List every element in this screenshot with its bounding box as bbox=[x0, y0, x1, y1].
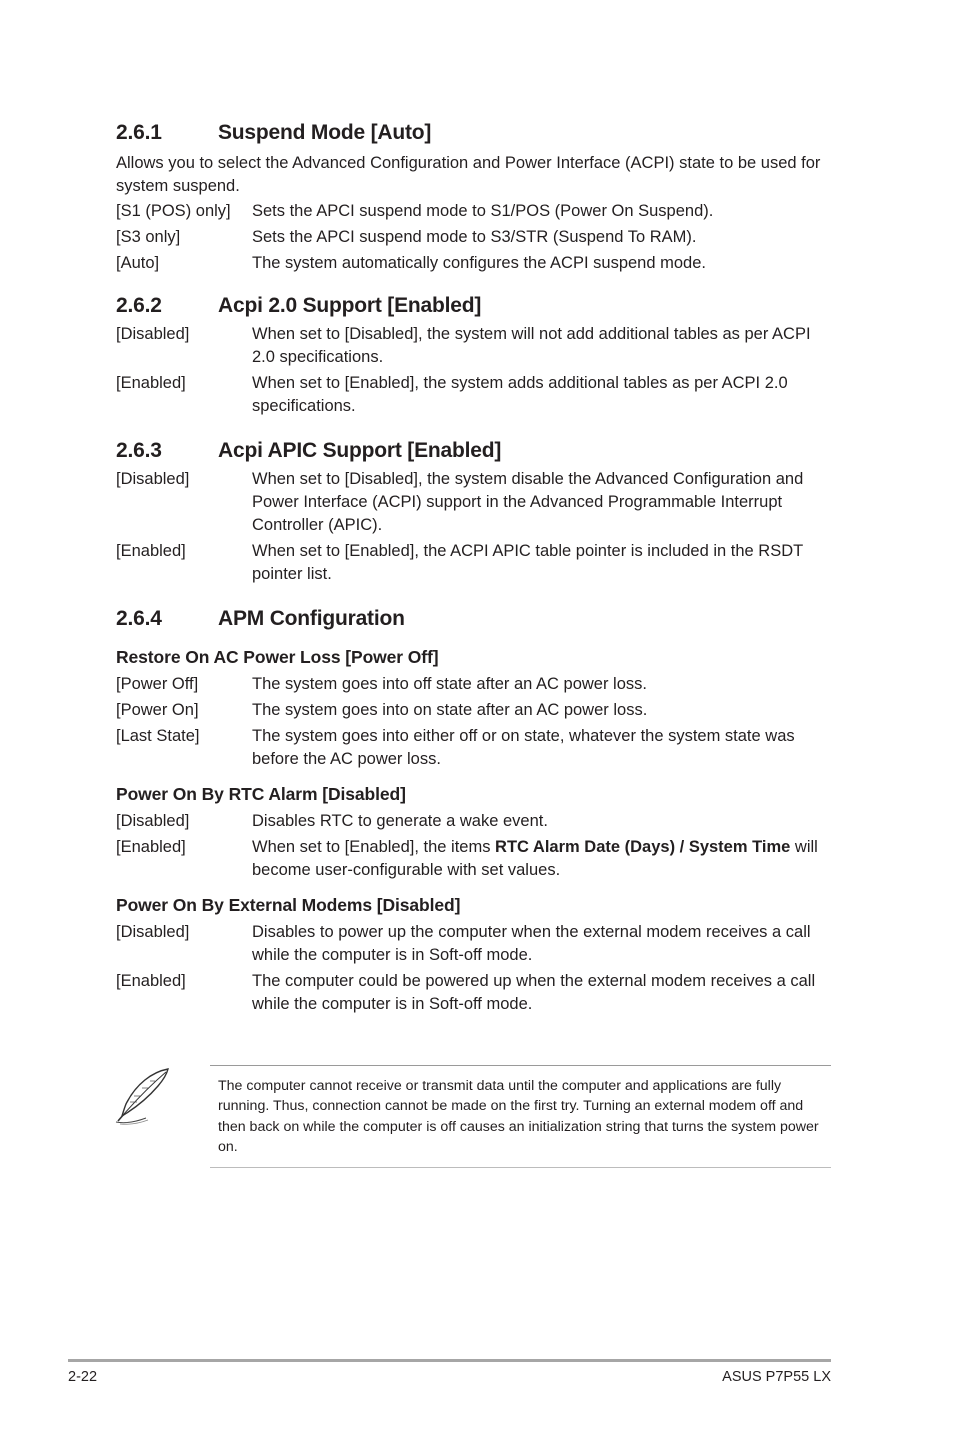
option-desc: The system goes into off state after an AC power loss. bbox=[252, 675, 647, 693]
footer-product-name: ASUS P7P55 LX bbox=[722, 1369, 831, 1385]
option-key: [Disabled] bbox=[116, 470, 190, 488]
section-number: 2.6.3 bbox=[116, 439, 162, 462]
section-heading-acpi-apic bbox=[116, 436, 832, 466]
option-desc: The system automatically configures the ACPI suspend mode. bbox=[252, 254, 706, 272]
option-row bbox=[116, 252, 832, 275]
option-row bbox=[116, 468, 832, 537]
option-key: [Enabled] bbox=[116, 374, 186, 392]
option-desc: Sets the APCI suspend mode to S3/STR (Suspend To RAM). bbox=[252, 228, 697, 246]
option-desc: Disables RTC to generate a wake event. bbox=[252, 812, 548, 830]
option-key: [Disabled] bbox=[116, 923, 190, 941]
option-row bbox=[116, 323, 832, 369]
section-number: 2.6.1 bbox=[116, 121, 162, 144]
option-desc: When set to [Enabled], the ACPI APIC table pointer is included in the RSDT pointer list. bbox=[252, 542, 803, 583]
option-row bbox=[116, 372, 832, 418]
section-intro: Allows you to select the Advanced Configuration and Power Interface (ACPI) state to be used for system suspend. bbox=[116, 154, 821, 195]
option-desc-emphasis: RTC Alarm Date (Days) / System Time bbox=[495, 838, 791, 856]
option-row bbox=[116, 200, 832, 223]
option-row bbox=[116, 921, 832, 967]
option-key: [Auto] bbox=[116, 254, 160, 272]
section-title: Suspend Mode [Auto] bbox=[218, 121, 432, 144]
option-key: [S3 only] bbox=[116, 228, 181, 246]
section-title: Acpi APIC Support [Enabled] bbox=[218, 439, 502, 462]
option-desc: Sets the APCI suspend mode to S1/POS (Power On Suspend). bbox=[252, 202, 714, 220]
section-heading-apm-configuration bbox=[116, 604, 832, 634]
section-number: 2.6.2 bbox=[116, 294, 162, 317]
option-desc: When set to [Disabled], the system disable the Advanced Configuration and Power Interface (ACPI) support in the Advanced Programmable Interrupt Controller (APIC). bbox=[252, 470, 804, 534]
option-key: [Last State] bbox=[116, 727, 200, 745]
option-desc: The system goes into on state after an AC power loss. bbox=[252, 701, 648, 719]
section-title: APM Configuration bbox=[218, 607, 405, 630]
option-key: [Enabled] bbox=[116, 838, 186, 856]
option-desc-text: When set to [Enabled], the items bbox=[252, 838, 496, 856]
option-row bbox=[116, 226, 832, 249]
option-desc: When set to [Disabled], the system will not add additional tables as per ACPI 2.0 specifications. bbox=[252, 325, 811, 366]
section-heading-acpi-support bbox=[116, 291, 832, 321]
option-row bbox=[116, 699, 832, 722]
section-heading-suspend-mode bbox=[116, 118, 832, 148]
option-desc bbox=[252, 836, 832, 882]
option-key: [Disabled] bbox=[116, 325, 190, 343]
option-desc: The system goes into either off or on state, whatever the system state was before the AC power loss. bbox=[252, 727, 795, 768]
option-key: [Power Off] bbox=[116, 675, 199, 693]
option-desc: Disables to power up the computer when the external modem receives a call while the computer is in Soft-off mode. bbox=[252, 923, 811, 964]
option-row bbox=[116, 725, 832, 771]
option-key: [Enabled] bbox=[116, 542, 186, 560]
subsection-heading-restore-ac: Restore On AC Power Loss [Power Off] bbox=[116, 647, 439, 667]
footer-divider bbox=[68, 1359, 831, 1362]
option-key: [S1 (POS) only] bbox=[116, 202, 231, 220]
note-text: The computer cannot receive or transmit data until the computer and applications are fully running. Thus, connection cannot be made on the first try. Turning an external modem off and then back on while the computer is off causes an initialization string that turns the system power on. bbox=[218, 1078, 819, 1156]
option-desc: The computer could be powered up when the external modem receives a call while the computer is in Soft-off mode. bbox=[252, 972, 816, 1013]
option-desc-text: will become user-configurable with set values. bbox=[252, 838, 818, 879]
section-title: Acpi 2.0 Support [Enabled] bbox=[218, 294, 482, 317]
section-number: 2.6.4 bbox=[116, 607, 162, 630]
option-key: [Enabled] bbox=[116, 972, 186, 990]
option-desc: When set to [Enabled], the system adds additional tables as per ACPI 2.0 specifications. bbox=[252, 374, 788, 415]
option-row bbox=[116, 970, 832, 1016]
page-number: 2-22 bbox=[68, 1369, 98, 1385]
subsection-heading-external-modems: Power On By External Modems [Disabled] bbox=[116, 895, 461, 915]
option-row bbox=[116, 673, 832, 696]
option-row bbox=[116, 810, 832, 833]
document-body bbox=[116, 118, 832, 1016]
option-row bbox=[116, 540, 832, 586]
option-key: [Disabled] bbox=[116, 812, 190, 830]
subsection-heading-rtc-alarm: Power On By RTC Alarm [Disabled] bbox=[116, 784, 406, 804]
option-row bbox=[116, 836, 832, 882]
option-key: [Power On] bbox=[116, 701, 199, 719]
feather-pen-icon bbox=[112, 1066, 174, 1126]
note-box bbox=[210, 1065, 831, 1168]
